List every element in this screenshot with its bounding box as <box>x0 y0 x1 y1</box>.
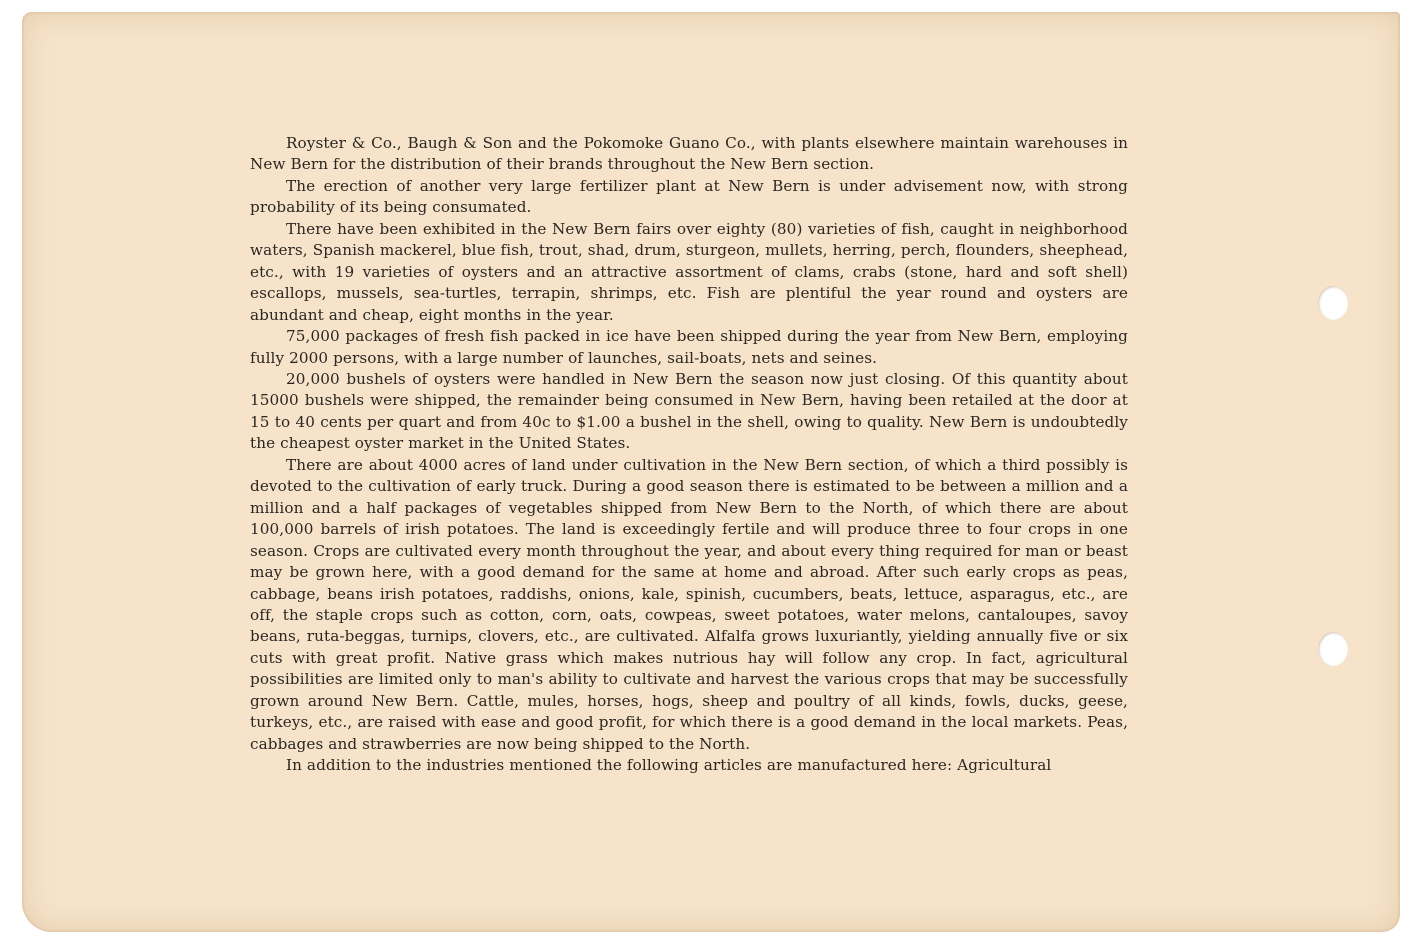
paragraph-fertilizer-warehouses: Royster & Co., Baugh & Son and the Pokomoke Guano Co., with plants elsewhere maintain warehouses in New Bern for the distribution of their brands throughout the New Bern section. <box>250 134 1128 174</box>
paragraph-oysters: 20,000 bushels of oysters were handled in New Bern the season now just closing. Of this quantity about 15000 bushels were shipped, the remainder being consumed in New Bern, having been retailed at the door at 15 to 40 cents per quart and from 40c to $1.00 a bushel in the shell, owing to quality. New Bern is undoubtedly the cheapest oyster market in the United States. <box>250 369 1128 453</box>
paragraph-fish-varieties: There have been exhibited in the New Bern fairs over eighty (80) varieties of fish, caught in neighborhood waters, Spanish mackerel, blue fish, trout, shad, drum, sturgeon, mullets, herring, perch, flounders, sheephead, etc., with 19 varieties of oysters and an attractive assortment of clams, crabs (stone, hard and soft shell) escallops, mussels, sea-turtles, terrapin, shrimps, etc. Fish are plentiful the year round and oysters are abundant and cheap, eight months in the year. <box>250 219 1128 324</box>
punch-hole-top <box>1318 286 1348 320</box>
paragraph-fertilizer-plant: The erection of another very large fertilizer plant at New Bern is under advisement now, with strong probability of its being consumated. <box>250 176 1128 217</box>
paragraph-industries: In addition to the industries mentioned the following articles are manufactured here: Agricultural <box>286 756 1052 775</box>
paragraph-fish-packages: 75,000 packages of fresh fish packed in ice have been shipped during the year from New Bern, employing fully 2000 persons, with a large number of launches, sail-boats, nets and seines. <box>250 327 1128 367</box>
paragraph-agriculture: There are about 4000 acres of land under cultivation in the New Bern section, of which a third possibly is devoted to the cultivation of early truck. During a good season there is estimated to be between a million and a million and a half packages of vegetables shipped from New Bern to the North, of which there are about 100,000 barrels of irish potatoes. The land is exceedingly fertile and will produce three to four crops in one season. Crops are cultivated every month throughout the year, and about every thing required for man or beast may be grown here, with a good demand for the same at home and abroad. After such early crops as peas, cabbage, beans irish potatoes, raddishs, onions, kale, spinish, cucumbers, beats, lettuce, asparagus, etc., are off, the staple crops such as cotton, corn, oats, cowpeas, sweet potatoes, water melons, cantaloupes, savoy beans, ruta-beggas, turnips, clovers, etc., are cultivated. Alfalfa grows luxuriantly, yielding annually five or six cuts with great profit. Native grass which makes nutrious hay will follow any crop. In fact, agricultural possibilities are limited only to man's ability to cultivate and harvest the various crops that may be successfully grown around New Bern. Cattle, mules, horses, hogs, sheep and poultry of all kinds, fowls, ducks, geese, turkeys, etc., are raised with ease and good profit, for which there is a good demand in the local markets. Peas, cabbages and strawberries are now being shipped to the North. <box>250 455 1128 753</box>
document-body <box>250 133 1128 777</box>
punch-hole-bottom <box>1318 632 1348 666</box>
